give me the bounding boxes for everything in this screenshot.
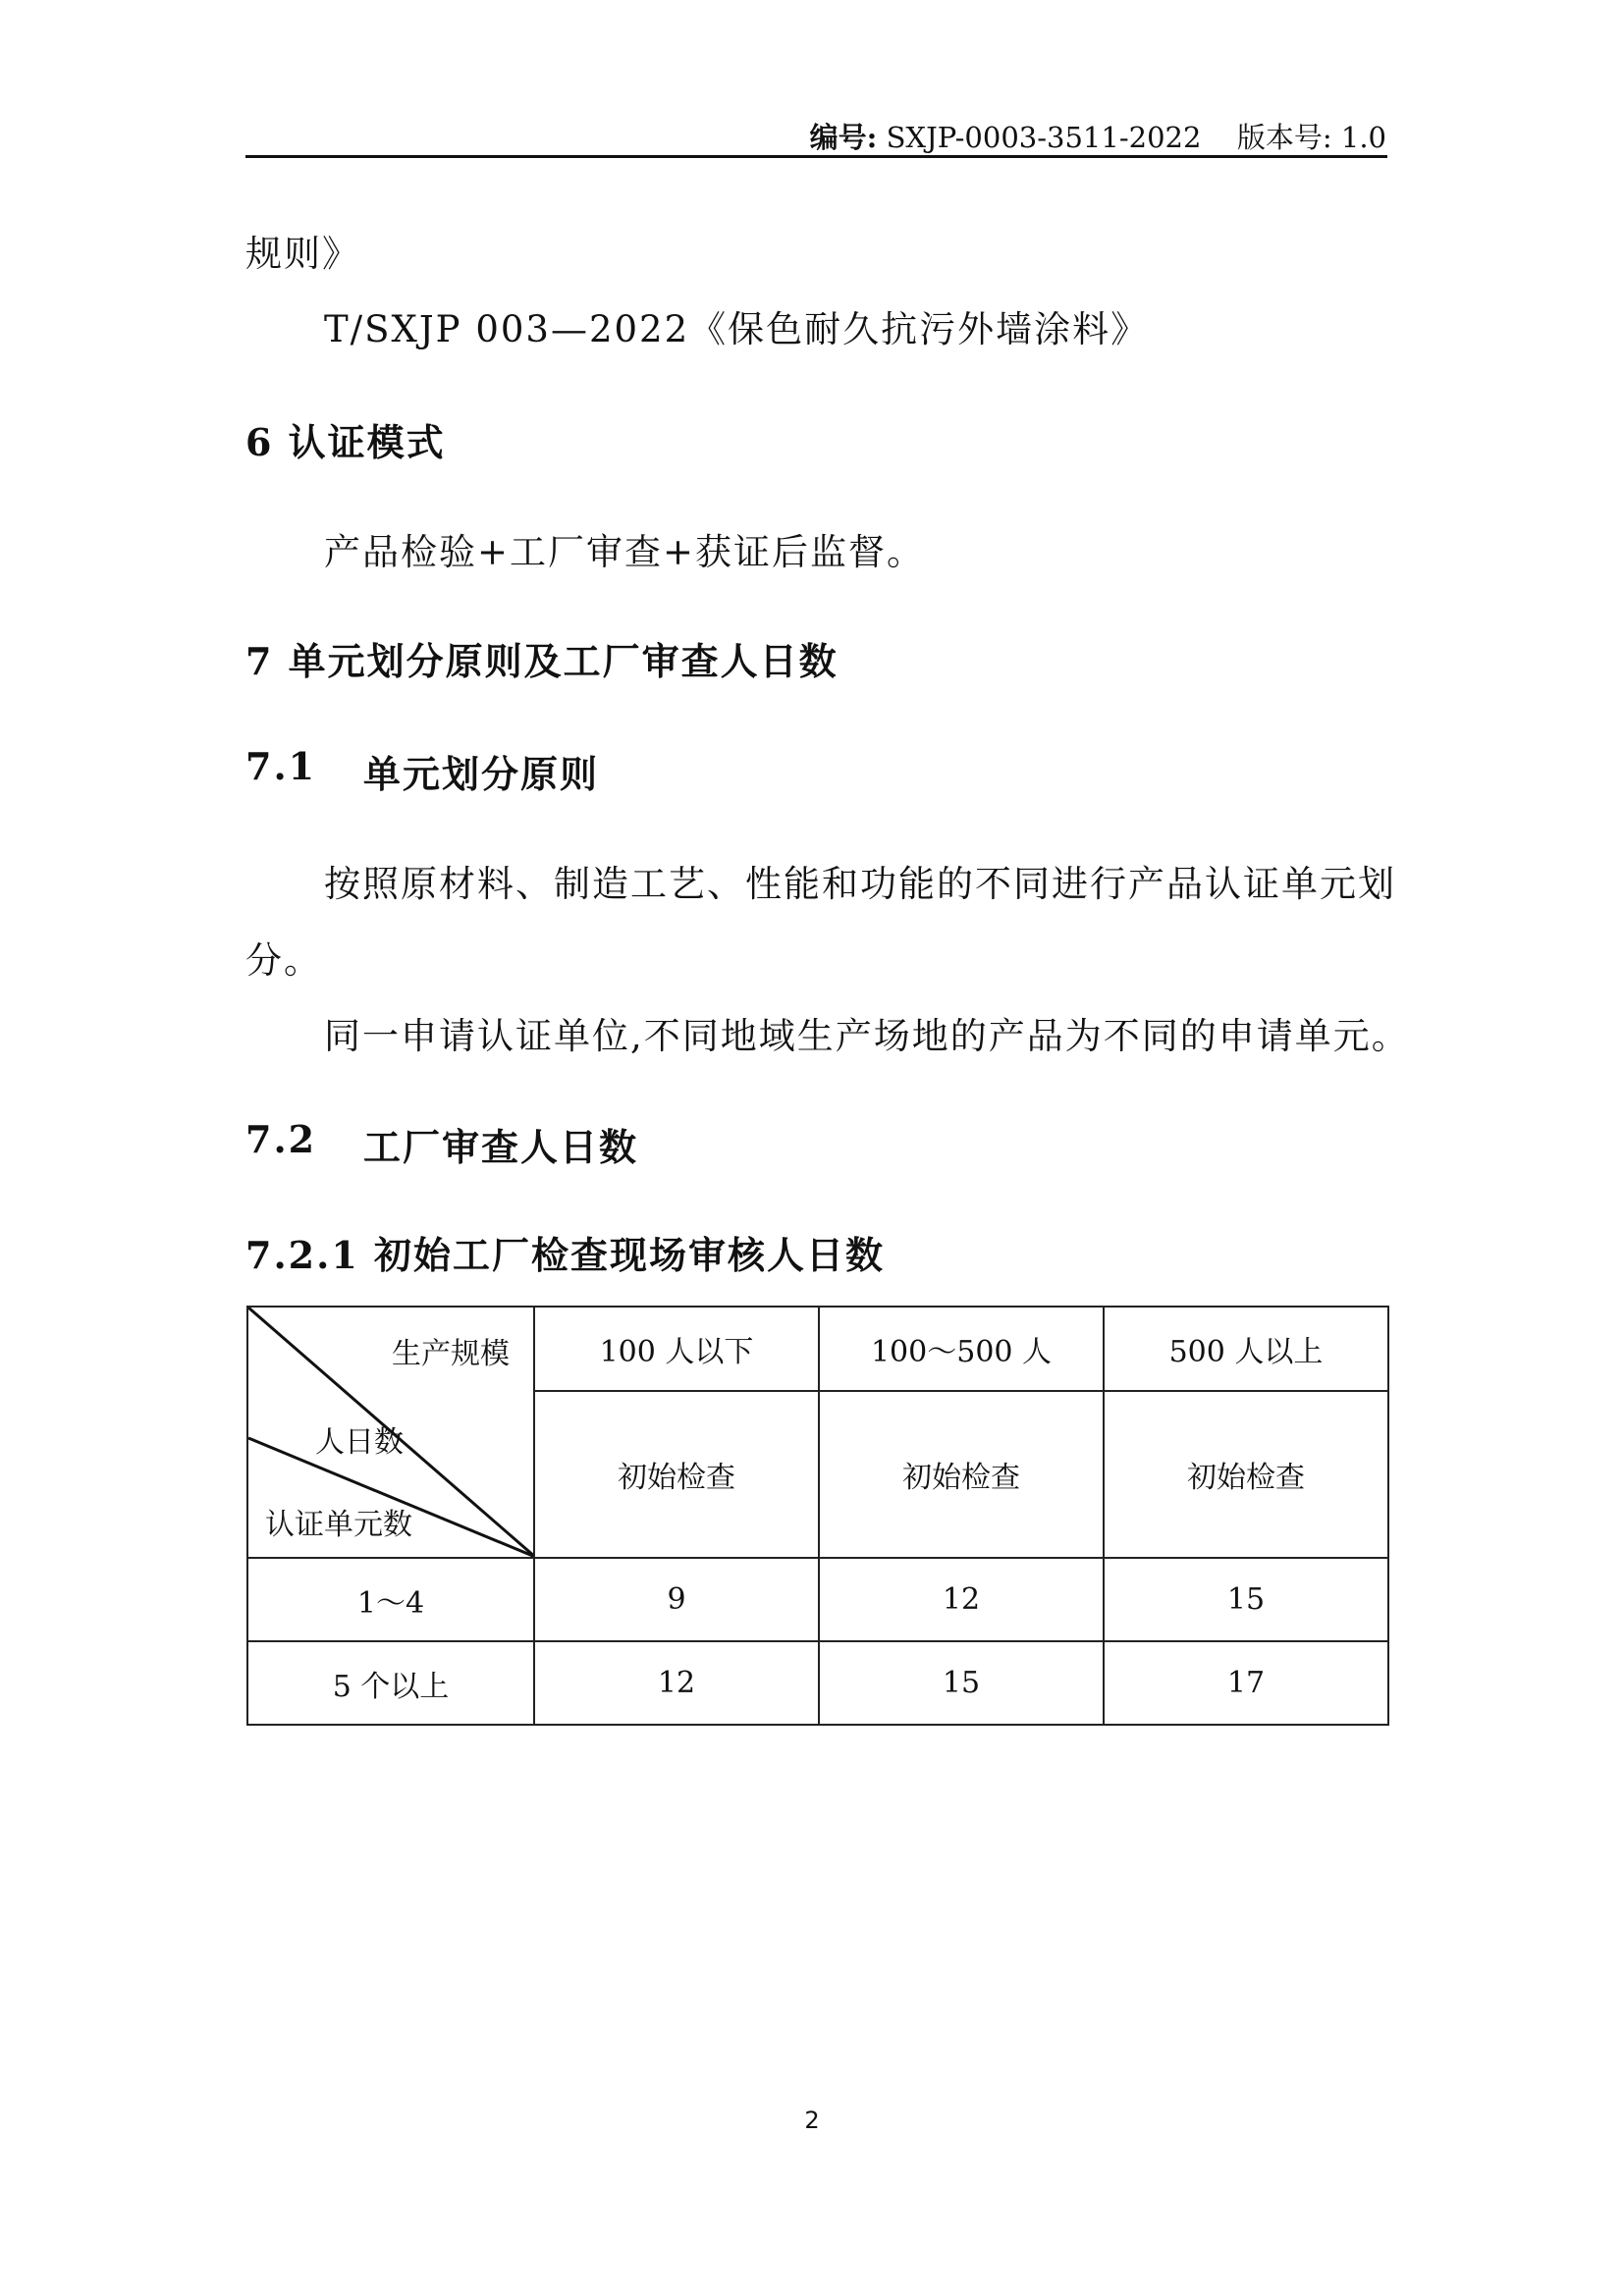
section-6-text: 产品检验+工厂审查+获证后监督。	[324, 531, 926, 573]
doc-code-label: 编号:	[809, 121, 878, 154]
table-corner-cell	[247, 1307, 534, 1558]
table-row	[247, 1641, 1388, 1725]
corner-label-person-days: 人日数	[315, 1425, 404, 1460]
doc-code-value: SXJP-0003-3511-2022	[886, 121, 1202, 154]
header-rule	[245, 155, 1387, 158]
section-7-2-1-title: 7.2.1 初始工厂检查现场审核人日数	[245, 1233, 886, 1277]
subheader-initial-check: 初始检查	[819, 1391, 1104, 1558]
column-header-100-500: 100～500 人	[819, 1307, 1104, 1391]
page-number: 2	[804, 2107, 820, 2134]
row-label: 1～4	[247, 1558, 534, 1641]
table-row	[247, 1558, 1388, 1641]
standard-reference: T/SXJP 003—2022《保色耐久抗污外墙涂料》	[324, 308, 1150, 350]
column-header-over-500: 500 人以上	[1104, 1307, 1388, 1391]
corner-label-scale: 生产规模	[392, 1337, 510, 1371]
section-7-1-para1-line1: 按照原材料、制造工艺、性能和功能的不同进行产品认证单元划	[324, 863, 1396, 905]
table-cell: 17	[1104, 1641, 1388, 1725]
table-cell: 12	[534, 1641, 819, 1725]
section-7-title: 7 单元划分原则及工厂审查人日数	[245, 639, 839, 683]
column-header-under-100: 100 人以下	[534, 1307, 819, 1391]
section-7-1-title: 单元划分原则	[363, 752, 600, 796]
audit-days-table	[246, 1306, 1389, 1726]
section-7-2-title: 工厂审查人日数	[363, 1125, 639, 1169]
corner-label-units: 认证单元数	[265, 1508, 412, 1542]
table-cell: 9	[534, 1558, 819, 1641]
section-6-title: 6 认证模式	[245, 420, 446, 464]
subheader-initial-check: 初始检查	[534, 1391, 819, 1558]
section-7-1-para2: 同一申请认证单位,不同地域生产场地的产品为不同的申请单元。	[324, 1015, 1410, 1057]
section-7-1-number: 7.1	[245, 744, 317, 788]
document-header	[245, 116, 1386, 156]
table-cell: 12	[819, 1558, 1104, 1641]
subheader-initial-check: 初始检查	[1104, 1391, 1388, 1558]
version-value: 1.0	[1340, 121, 1386, 154]
version-label: 版本号:	[1236, 121, 1332, 154]
table-cell: 15	[1104, 1558, 1388, 1641]
continued-text: 规则》	[245, 233, 360, 275]
section-7-2-number: 7.2	[245, 1117, 317, 1161]
table-cell: 15	[819, 1641, 1104, 1725]
row-label: 5 个以上	[247, 1641, 534, 1725]
section-7-1-para1-line2: 分。	[245, 939, 322, 982]
